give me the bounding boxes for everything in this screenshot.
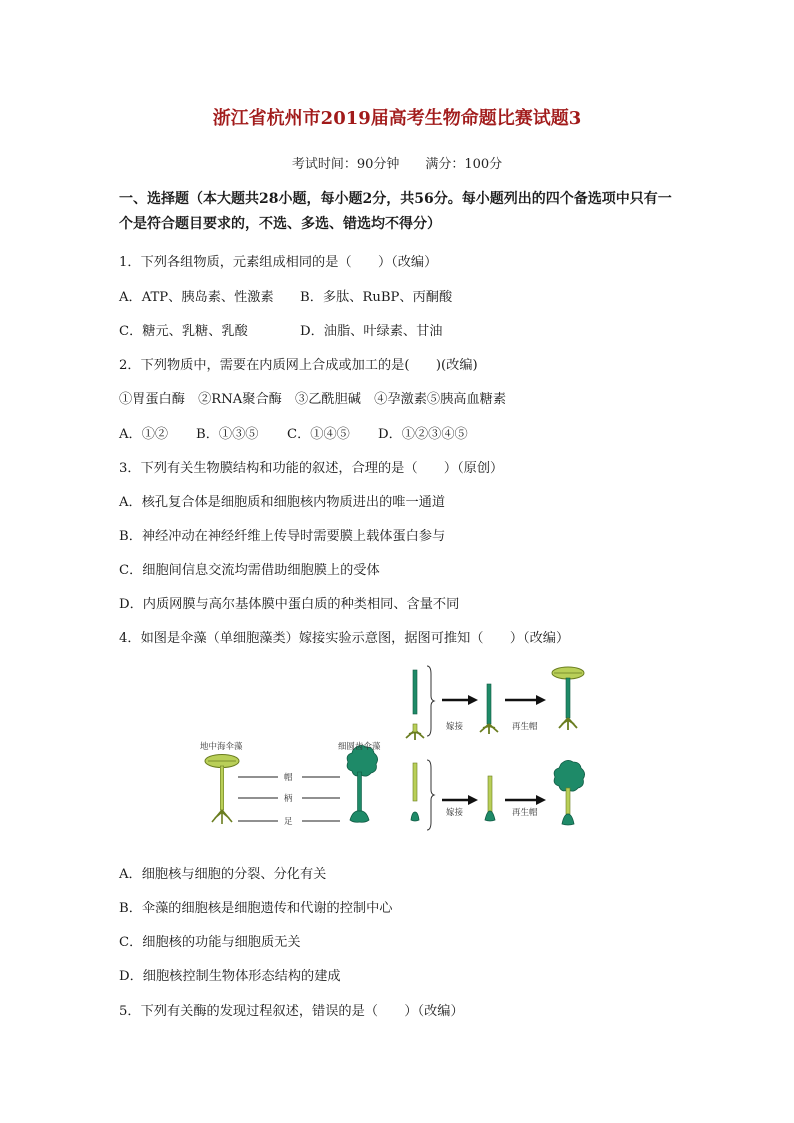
q1-option-c: C．糖元、乳糖、乳酸 bbox=[119, 324, 248, 339]
q4-option-b: B．伞藻的细胞核是细胞遗传和代谢的控制中心 bbox=[119, 901, 393, 916]
label-regen-top: 再生帽 bbox=[512, 722, 538, 732]
q2-stem: 2．下列物质中，需要在内质网上合成或加工的是( )(改编) bbox=[119, 358, 478, 373]
figure-drawing bbox=[190, 660, 610, 842]
page-title: 浙江省杭州市2019届高考生物命题比赛试题3 bbox=[212, 108, 582, 129]
q5-stem: 5．下列有关酶的发现过程叙述，错误的是（ ）（改编） bbox=[119, 1004, 464, 1019]
q3-option-c: C．细胞间信息交流均需借助细胞膜上的受体 bbox=[119, 563, 380, 578]
q3-option-b: B．神经冲动在神经纤维上传导时需要膜上载体蛋白参与 bbox=[119, 529, 446, 544]
q1-stem: 1．下列各组物质，元素组成相同的是（ ）（改编） bbox=[119, 255, 438, 270]
q3-stem: 3．下列有关生物膜结构和功能的叙述，合理的是（ ）（原创） bbox=[119, 461, 504, 476]
q1-option-b: B．多肽、RuBP、丙酮酸 bbox=[300, 290, 453, 305]
q2-option-d: D．①②③④⑤ bbox=[378, 427, 468, 442]
label-graft-top: 嫁接 bbox=[446, 722, 464, 732]
q1-option-d: D．油脂、叶绿素、甘油 bbox=[300, 324, 443, 339]
q4-stem: 4．如图是伞藻（单细胞藻类）嫁接实验示意图，据图可推知（ ）（改编） bbox=[119, 631, 570, 646]
full-score: 满分：100分 bbox=[425, 157, 503, 172]
q4-option-a: A．细胞核与细胞的分裂、分化有关 bbox=[119, 867, 327, 882]
label-cap: 帽 bbox=[284, 773, 293, 783]
q2-option-b: B．①③⑤ bbox=[196, 427, 259, 442]
q4-option-c: C．细胞核的功能与细胞质无关 bbox=[119, 935, 301, 950]
q3-option-d: D．内质网膜与高尔基体膜中蛋白质的种类相同、含量不同 bbox=[119, 597, 460, 612]
label-crenulata: 细圆齿伞藻 bbox=[338, 742, 381, 752]
exam-time: 考试时间：90分钟 bbox=[291, 157, 400, 172]
crenulata-plant-icon bbox=[347, 745, 378, 822]
exam-info bbox=[0, 153, 794, 172]
section-header: 一、选择题（本大题共28小题，每小题2分，共56分。每小题列出的四个备选项中只有一个是符合题目要求的，不选、多选、错选均不得分） bbox=[119, 191, 672, 232]
label-graft-bottom: 嫁接 bbox=[446, 808, 464, 818]
q2-option-c: C．①④⑤ bbox=[287, 427, 350, 442]
acetabularia-figure bbox=[190, 660, 610, 842]
mediterranea-plant-icon bbox=[205, 755, 239, 825]
q3-option-a: A．核孔复合体是细胞质和细胞核内物质进出的唯一通道 bbox=[119, 495, 446, 510]
label-foot: 足 bbox=[284, 817, 293, 827]
q2-items: ①胃蛋白酶 ②RNA聚合酶 ③乙酰胆碱 ④孕激素⑤胰高血糖素 bbox=[119, 392, 507, 407]
q2-option-a: A．①② bbox=[119, 427, 169, 442]
label-regen-bottom: 再生帽 bbox=[512, 808, 538, 818]
label-stalk: 柄 bbox=[284, 794, 293, 804]
label-mediterranea: 地中海伞藻 bbox=[200, 742, 243, 752]
q4-option-d: D．细胞核控制生物体形态结构的建成 bbox=[119, 969, 341, 984]
q1-option-a: A．ATP、胰岛素、性激素 bbox=[119, 290, 274, 305]
